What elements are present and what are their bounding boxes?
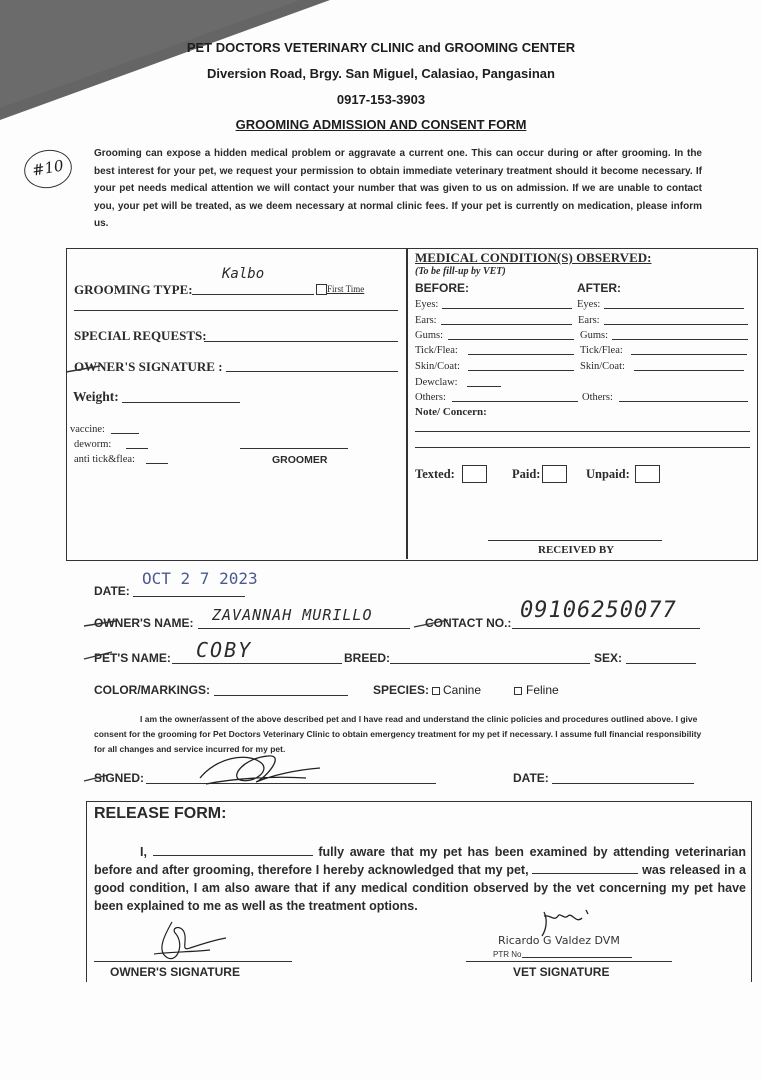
- after-others-field[interactable]: [619, 401, 748, 402]
- release-pet-name-field[interactable]: [532, 863, 638, 874]
- release-text-end: was released in a good condition, I am also aware that if any medical condition observed by the vet concerning my pet have been explained to me as well as the treatment options.: [94, 863, 746, 913]
- after-tickflea-field[interactable]: [631, 354, 747, 355]
- anti-tick-label: anti tick&flea:: [74, 454, 135, 465]
- deworm-label: deworm:: [74, 439, 112, 450]
- strike-mark-owner-sig: [64, 362, 104, 376]
- before-others-field[interactable]: [452, 401, 578, 402]
- before-dewclaw-field[interactable]: [467, 386, 501, 387]
- grooming-type-line: [192, 294, 314, 295]
- after-tickflea-label: Tick/Flea:: [580, 345, 623, 356]
- weight-field[interactable]: [122, 402, 240, 403]
- vet-signature-line[interactable]: [466, 961, 672, 962]
- note-concern-label: Note/ Concern:: [415, 406, 487, 418]
- owner-name-value[interactable]: ZAVANNAH MURILLO: [212, 606, 373, 624]
- sex-label: SEX:: [594, 651, 623, 665]
- before-eyes-field[interactable]: [442, 308, 572, 309]
- texted-checkbox[interactable]: [462, 465, 487, 483]
- release-paragraph: [94, 843, 746, 915]
- before-skincoat-label: Skin/Coat:: [415, 361, 460, 372]
- unpaid-checkbox[interactable]: [635, 465, 660, 483]
- weight-label: Weight:: [73, 389, 119, 404]
- before-label: BEFORE:: [415, 281, 469, 295]
- strike-mark-signed: [82, 770, 118, 784]
- note-line-2[interactable]: [415, 447, 750, 448]
- pet-name-label: PET'S NAME:: [94, 651, 171, 665]
- clinic-address: Diversion Road, Brgy. San Miguel, Calasiao, Pangasinan: [207, 66, 555, 81]
- deworm-field[interactable]: [126, 448, 148, 449]
- clinic-name: PET DOCTORS VETERINARY CLINIC and GROOMING CENTER: [186, 40, 576, 55]
- grooming-type-value[interactable]: Kalbo: [222, 266, 265, 282]
- before-gums-label: Gums:: [415, 330, 444, 341]
- before-tickflea-label: Tick/Flea:: [415, 345, 458, 356]
- release-owner-signature-line[interactable]: [94, 961, 292, 962]
- color-markings-field[interactable]: [214, 695, 348, 696]
- before-eyes-label: Eyes:: [415, 299, 439, 310]
- paid-label: Paid:: [512, 467, 541, 481]
- before-gums-field[interactable]: [448, 339, 574, 340]
- canine-checkbox[interactable]: [432, 687, 440, 695]
- before-ears-field[interactable]: [441, 324, 572, 325]
- before-others-label: Others:: [415, 392, 446, 403]
- after-skincoat-label: Skin/Coat:: [580, 361, 625, 372]
- vaccine-field[interactable]: [111, 433, 139, 434]
- owners-signature-field[interactable]: [226, 371, 398, 372]
- contact-value[interactable]: 09106250077: [520, 598, 677, 623]
- grooming-type-label: GROOMING TYPE:: [74, 282, 193, 297]
- first-time-label: First Time: [327, 284, 365, 294]
- date-field[interactable]: [133, 596, 245, 597]
- medical-subtitle: (To be fill-up by VET): [415, 266, 506, 277]
- groomer-signature-line[interactable]: [240, 448, 348, 449]
- color-markings-label: COLOR/MARKINGS:: [94, 683, 210, 697]
- note-line-1[interactable]: [415, 431, 750, 432]
- texted-label: Texted:: [415, 467, 455, 481]
- vet-signature-caption: VET SIGNATURE: [513, 965, 610, 979]
- paid-checkbox[interactable]: [542, 465, 567, 483]
- anti-tick-field[interactable]: [146, 463, 168, 464]
- first-time-checkbox[interactable]: [316, 284, 327, 295]
- contact-field[interactable]: [512, 628, 700, 629]
- groomer-label: GROOMER: [272, 454, 328, 466]
- release-text-i: I,: [140, 845, 147, 859]
- pet-name-field[interactable]: [172, 663, 342, 664]
- owner-name-label: OWNER'S NAME:: [94, 616, 194, 630]
- signed-label: SIGNED:: [94, 771, 145, 785]
- before-tickflea-field[interactable]: [468, 354, 574, 355]
- after-eyes-field[interactable]: [604, 308, 744, 309]
- after-ears-label: Ears:: [578, 315, 600, 326]
- ptr-label: PTR No: [493, 950, 522, 959]
- consent-paragraph: I am the owner/assent of the above described pet and I have read and understand the clinic policies and procedures outlined above. I give consent for the grooming for Pet Doctors Veterinary Clinic to obtain emergency treatment for my pet if necessary. I assume full financial responsibility for all changes and service incurred for my pet.: [94, 714, 702, 754]
- species-label: SPECIES:: [373, 683, 430, 697]
- pet-name-value[interactable]: COBY: [196, 638, 253, 662]
- date-stamp: OCT 2 7 2023: [142, 569, 258, 588]
- handwritten-number-mark: #10: [21, 146, 75, 192]
- after-ears-field[interactable]: [604, 324, 748, 325]
- strike-mark-contact: [412, 616, 452, 630]
- canine-label: Canine: [443, 683, 482, 697]
- special-requests-label: SPECIAL REQUESTS:: [74, 328, 207, 343]
- signed-date-label: DATE:: [513, 771, 549, 785]
- signed-date-field[interactable]: [552, 783, 694, 784]
- strike-mark-pet-name: [82, 648, 122, 662]
- vaccine-label: vaccine:: [70, 424, 105, 435]
- release-owner-name-field[interactable]: [153, 845, 313, 856]
- sex-field[interactable]: [626, 663, 696, 664]
- after-gums-field[interactable]: [612, 339, 748, 340]
- breed-field[interactable]: [390, 663, 590, 664]
- breed-label: BREED:: [344, 651, 391, 665]
- owner-signature-scribble: [196, 748, 326, 790]
- intro-paragraph: Grooming can expose a hidden medical problem or aggravate a current one. This can occur during or after grooming. In the best interest for your pet, we request your permission to obtain immediate veterinary treatment should it become necessary. If your pet needs medical attention we will contact your number that was given to us on admission. If we are unable to contact you, your pet will be treated, as we deem necessary at normal clinic fees. If your pet is currently on medication, please inform us.: [94, 148, 702, 229]
- owners-signature-label: OWNER'S SIGNATURE :: [74, 359, 223, 374]
- owner-name-field[interactable]: [198, 628, 410, 629]
- before-skincoat-field[interactable]: [468, 370, 574, 371]
- form-title: GROOMING ADMISSION AND CONSENT FORM: [235, 117, 527, 132]
- ptr-field[interactable]: [522, 957, 632, 958]
- received-by-label: RECEIVED BY: [538, 544, 615, 556]
- grooming-type-line-2: [74, 310, 398, 311]
- strike-mark-owner-name: [82, 616, 122, 630]
- feline-checkbox[interactable]: [514, 687, 522, 695]
- feline-label: Feline: [526, 683, 559, 697]
- vet-name-stamp: Ricardo G Valdez DVM: [498, 934, 620, 947]
- release-title: RELEASE FORM:: [94, 805, 227, 822]
- special-requests-field[interactable]: [204, 341, 398, 342]
- date-label: DATE:: [94, 584, 130, 598]
- release-text-middle: fully aware that my pet has been examined by attending veterinarian before and after grooming, therefore I hereby acknowledged that my pet,: [94, 845, 746, 877]
- clinic-phone: 0917-153-3903: [336, 92, 426, 107]
- before-ears-label: Ears:: [415, 315, 437, 326]
- received-by-line[interactable]: [488, 540, 662, 541]
- medical-title: MEDICAL CONDITION(S) OBSERVED:: [415, 250, 652, 265]
- after-label: AFTER:: [577, 281, 621, 295]
- after-eyes-label: Eyes:: [577, 299, 601, 310]
- release-owner-signature-scribble: [150, 918, 230, 964]
- after-others-label: Others:: [582, 392, 613, 403]
- box-divider: [406, 248, 408, 559]
- after-gums-label: Gums:: [580, 330, 609, 341]
- contact-label: CONTACT NO.:: [425, 616, 512, 630]
- owner-signature-caption: OWNER'S SIGNATURE: [110, 965, 240, 979]
- unpaid-label: Unpaid:: [586, 467, 630, 481]
- after-skincoat-field[interactable]: [634, 370, 744, 371]
- before-dewclaw-label: Dewclaw:: [415, 377, 458, 388]
